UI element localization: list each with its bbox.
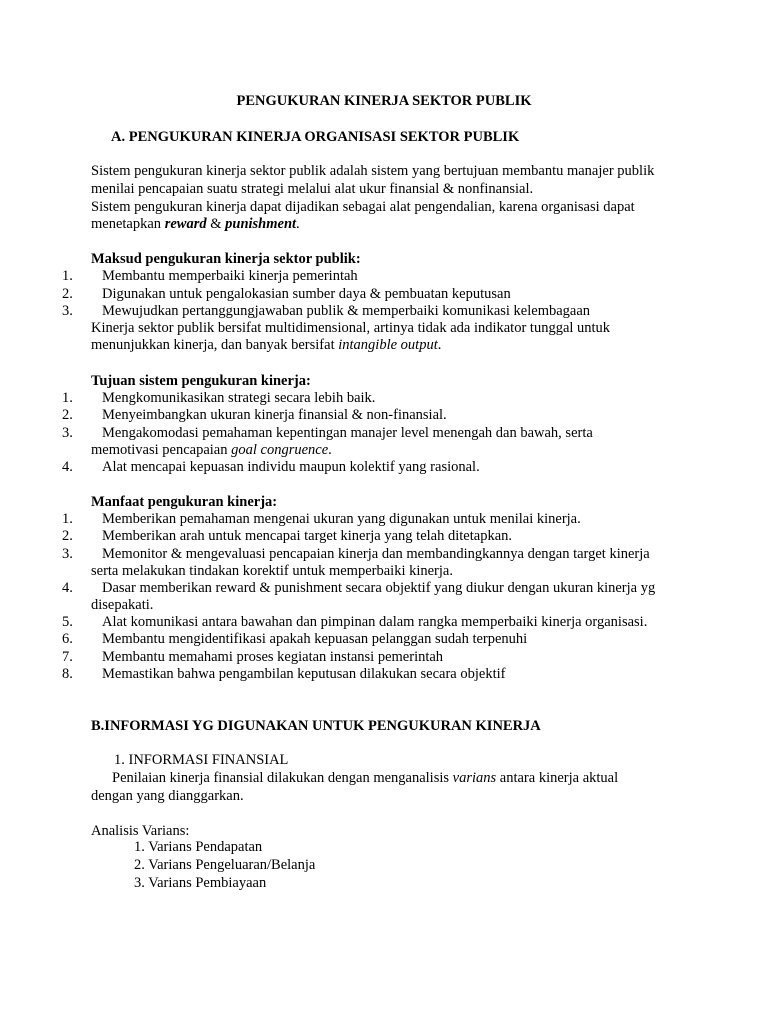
maksud-after-line-1: Kinerja sektor publik bersifat multidimensional, artinya tidak ada indikator tunggal untuk: [91, 320, 611, 336]
section-b-para-line-1: [112, 769, 618, 787]
analisis-item-2: 2. Varians Pengeluaran/Belanja: [134, 857, 316, 873]
manfaat-item-3: Memonitor & mengevaluasi pencapaian kinerja dan membandingkannya dengan target kinerja: [102, 546, 650, 562]
manfaat-item-6: Membantu mengidentifikasi apakah kepuasan pelanggan sudah terpenuhi: [102, 631, 528, 647]
analisis-item-1: 1. Varians Pendapatan: [134, 839, 263, 855]
section-b-subheading-1: 1. INFORMASI FINANSIAL: [114, 752, 289, 768]
analisis-item-3: 3. Varians Pembiayaan: [134, 875, 267, 891]
section-b-para-line-1-pre: Penilaian kinerja finansial dilakukan dengan menganalisis: [112, 770, 453, 786]
manfaat-item-2: Memberikan arah untuk mencapai target kinerja yang telah ditetapkan.: [102, 528, 513, 544]
tujuan-item-2-number: 2.: [62, 407, 73, 423]
intro-line-4-amp: &: [206, 216, 226, 232]
intro-line-1: Sistem pengukuran kinerja sektor publik adalah sistem yang bertujuan membantu manajer publik: [91, 163, 655, 179]
tujuan-item-3-cont-end: .: [328, 442, 332, 458]
maksud-item-2-number: 2.: [62, 286, 73, 302]
maksud-after-line-2-pre: menunjukkan kinerja, dan banyak bersifat: [91, 337, 339, 353]
tujuan-item-1: Mengkomunikasikan strategi secara lebih baik.: [102, 390, 376, 406]
varians-term: varians: [452, 770, 497, 786]
section-b-para-line-2: dengan yang dianggarkan.: [91, 788, 244, 804]
manfaat-item-5: Alat komunikasi antara bawahan dan pimpinan dalam rangka memperbaiki kinerja organisasi.: [102, 614, 648, 630]
manfaat-item-4: Dasar memberikan reward & punishment secara objektif yang diukur dengan ukuran kinerja yg: [102, 580, 656, 596]
tujuan-heading: Tujuan sistem pengukuran kinerja:: [91, 373, 311, 389]
section-b-heading: B.INFORMASI YG DIGUNAKAN UNTUK PENGUKURAN KINERJA: [91, 718, 541, 734]
intro-line-4: [91, 215, 300, 233]
manfaat-item-8-number: 8.: [62, 666, 73, 682]
goal-congruence-term: goal congruence: [231, 442, 329, 458]
intro-line-2: menilai pencapaian suatu strategi melalui alat ukur finansial & nonfinansial.: [91, 181, 534, 197]
manfaat-heading: Manfaat pengukuran kinerja:: [91, 494, 278, 510]
reward-term: reward: [164, 216, 207, 232]
manfaat-item-1-number: 1.: [62, 511, 73, 527]
manfaat-item-3-continued: serta melakukan tindakan korektif untuk memperbaiki kinerja.: [91, 563, 453, 579]
intro-line-4-end: .: [296, 216, 300, 232]
tujuan-item-3-number: 3.: [62, 425, 73, 441]
manfaat-item-8: Memastikan bahwa pengambilan keputusan dilakukan secara objektif: [102, 666, 506, 682]
manfaat-item-4-number: 4.: [62, 580, 73, 596]
punishment-term: punishment: [225, 216, 297, 232]
tujuan-item-3-cont-pre: memotivasi pencapaian: [91, 442, 232, 458]
manfaat-item-7-number: 7.: [62, 649, 73, 665]
document-title: PENGUKURAN KINERJA SEKTOR PUBLIK: [236, 93, 532, 109]
maksud-after-line-2: [91, 336, 441, 354]
maksud-item-3: Mewujudkan pertanggungjawaban publik & memperbaiki komunikasi kelembagaan: [102, 303, 591, 319]
maksud-item-1-number: 1.: [62, 268, 73, 284]
tujuan-item-4: Alat mencapai kepuasan individu maupun kolektif yang rasional.: [102, 459, 480, 475]
tujuan-item-4-number: 4.: [62, 459, 73, 475]
tujuan-item-3-continued: [91, 441, 332, 459]
tujuan-item-1-number: 1.: [62, 390, 73, 406]
analisis-varians-heading: Analisis Varians:: [91, 823, 190, 839]
manfaat-item-5-number: 5.: [62, 614, 73, 630]
section-a-heading: A. PENGUKURAN KINERJA ORGANISASI SEKTOR PUBLIK: [111, 129, 520, 145]
maksud-item-2: Digunakan untuk pengalokasian sumber daya & pembuatan keputusan: [102, 286, 511, 302]
manfaat-item-1: Memberikan pemahaman mengenai ukuran yang digunakan untuk menilai kinerja.: [102, 511, 581, 527]
section-b-para-line-1-end: antara kinerja aktual: [496, 770, 619, 786]
maksud-heading: Maksud pengukuran kinerja sektor publik:: [91, 251, 361, 267]
manfaat-item-6-number: 6.: [62, 631, 73, 647]
maksud-item-3-number: 3.: [62, 303, 73, 319]
manfaat-item-4-continued: disepakati.: [91, 597, 154, 613]
maksud-item-1: Membantu memperbaiki kinerja pemerintah: [102, 268, 358, 284]
tujuan-item-2: Menyeimbangkan ukuran kinerja finansial & non-finansial.: [102, 407, 447, 423]
manfaat-item-7: Membantu memahami proses kegiatan instansi pemerintah: [102, 649, 444, 665]
maksud-after-line-2-end: .: [437, 337, 442, 353]
manfaat-item-2-number: 2.: [62, 528, 73, 544]
intro-line-3: Sistem pengukuran kinerja dapat dijadikan sebagai alat pengendalian, karena organisasi dapat: [91, 199, 635, 215]
manfaat-item-3-number: 3.: [62, 546, 73, 562]
intro-line-4-pre: menetapkan: [91, 216, 165, 232]
tujuan-item-3: Mengakomodasi pemahaman kepentingan manajer level menengah dan bawah, serta: [102, 425, 593, 441]
intangible-output-term: intangible output: [338, 337, 438, 353]
